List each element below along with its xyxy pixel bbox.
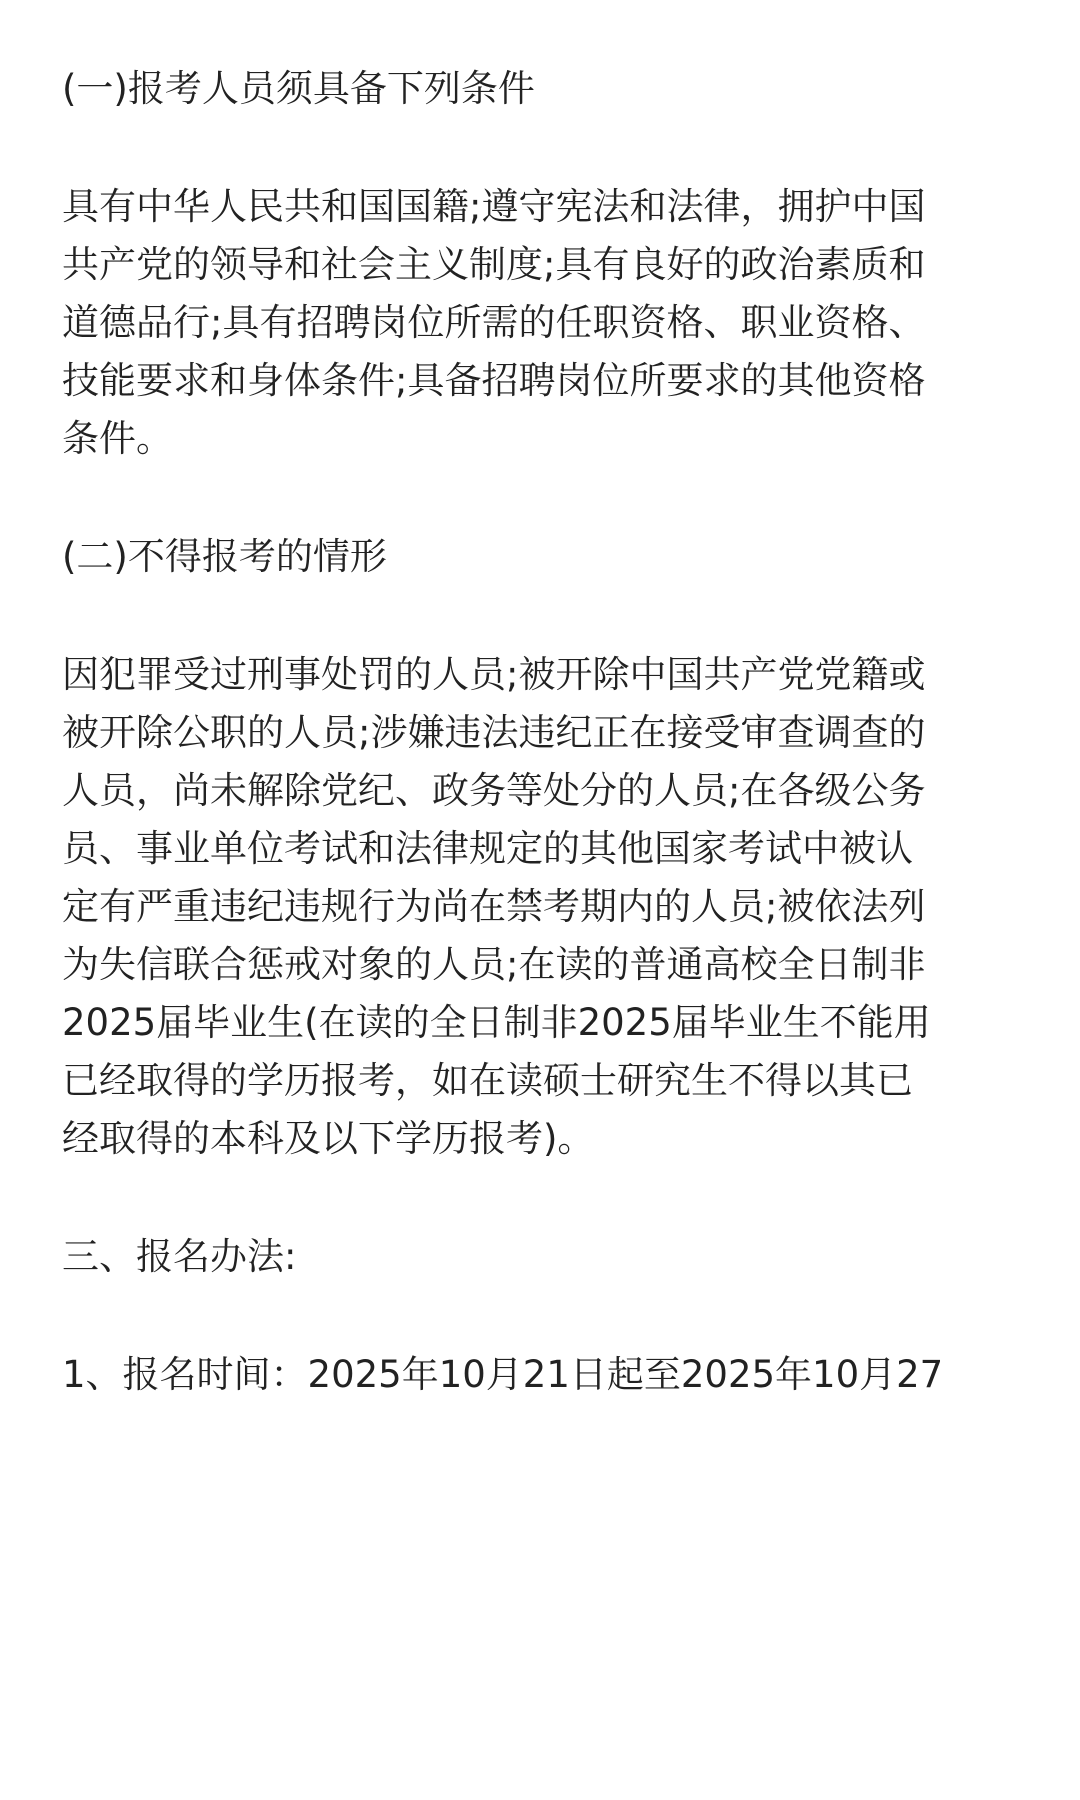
paragraph-line: 因犯罪受过刑事处罚的人员;被开除中国共产党党籍或 <box>62 653 926 696</box>
section-title-exclusions: (二)不得报考的情形 <box>62 535 387 578</box>
paragraph-line: 定有严重违纪违规行为尚在禁考期内的人员;被依法列 <box>62 885 926 928</box>
paragraph-line: 人员，尚未解除党纪、政务等处分的人员;在各级公务 <box>62 769 926 812</box>
paragraph-line: 经取得的本科及以下学历报考)。 <box>62 1117 595 1160</box>
requirements-paragraph <box>62 178 1022 468</box>
exclusions-paragraph <box>62 646 1022 1168</box>
paragraph-line: 道德品行;具有招聘岗位所需的任职资格、职业资格、 <box>62 301 926 344</box>
paragraph-line: 2025届毕业生(在读的全日制非2025届毕业生不能用 <box>62 1001 931 1044</box>
paragraph-line: 具有中华人民共和国国籍;遵守宪法和法律，拥护中国 <box>62 185 926 228</box>
section-title-registration: 三、报名办法: <box>62 1235 297 1278</box>
paragraph-line: 已经取得的学历报考，如在读硕士研究生不得以其已 <box>62 1059 913 1102</box>
document-body <box>62 60 1022 1404</box>
registration-time-item: 1、报名时间：2025年10月21日起至2025年10月27 <box>62 1353 944 1396</box>
paragraph-line: 条件。 <box>62 417 173 460</box>
paragraph-line: 共产党的领导和社会主义制度;具有良好的政治素质和 <box>62 243 926 286</box>
paragraph-line: 员、事业单位考试和法律规定的其他国家考试中被认 <box>62 827 913 870</box>
paragraph-line: 技能要求和身体条件;具备招聘岗位所要求的其他资格 <box>62 359 926 402</box>
paragraph-line: 被开除公职的人员;涉嫌违法违纪正在接受审查调查的 <box>62 711 926 754</box>
paragraph-line: 为失信联合惩戒对象的人员;在读的普通高校全日制非 <box>62 943 926 986</box>
section-title-requirements: (一)报考人员须具备下列条件 <box>62 67 535 110</box>
